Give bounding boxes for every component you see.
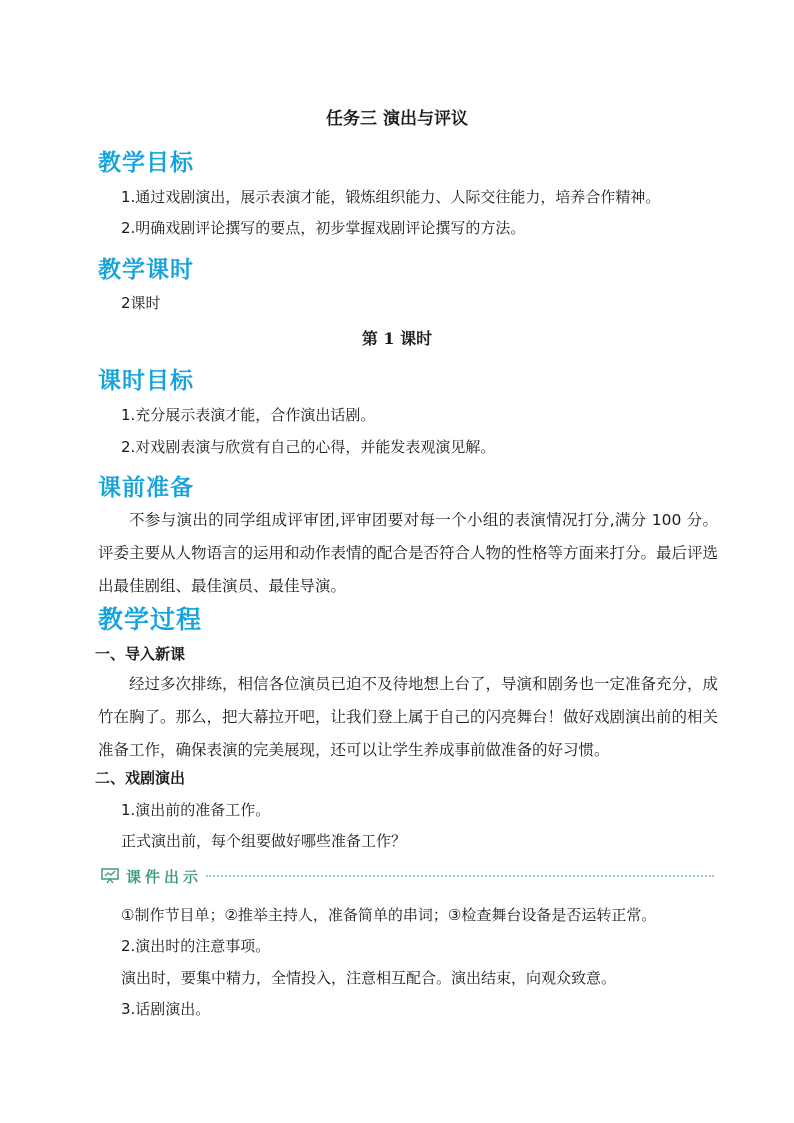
slide-content: ①制作节目单；②推举主持人，准备简单的串词；③检查舞台设备是否运转正常。 xyxy=(121,906,657,924)
banner-divider xyxy=(206,875,714,877)
drama-step-2: 2.演出时的注意事项。 xyxy=(121,937,271,955)
drama-step-3: 3.话剧演出。 xyxy=(121,1000,211,1018)
intro-heading: 一、导入新课 xyxy=(95,645,186,663)
drama-step-1: 1.演出前的准备工作。 xyxy=(121,801,271,819)
courseware-banner xyxy=(100,866,714,886)
document-title: 任务三 演出与评议 xyxy=(326,109,468,129)
presentation-screen-icon xyxy=(100,867,120,885)
teaching-hours-value: 2课时 xyxy=(121,294,161,312)
preparation-heading: 课前准备 xyxy=(98,475,194,501)
drama-step-2-text: 演出时，要集中精力，全情投入，注意相互配合。演出结束，向观众致意。 xyxy=(121,969,617,987)
preparation-paragraph: 不参与演出的同学组成评审团,评审团要对每一个小组的表演情况打分,满分 100 分。评委主要从人物语言的运用和动作表情的配合是否符合人物的性格等方面来打分。最后评选出最佳剧组、最佳演员、最佳导演。 xyxy=(98,511,719,595)
courseware-banner-label: 课件出示 xyxy=(126,867,203,886)
lesson-1-heading: 第 1 课时 xyxy=(361,329,433,348)
lesson-goal-item-2: 2.对戏剧表演与欣赏有自己的心得，并能发表观演见解。 xyxy=(121,438,496,456)
lesson-goals-heading: 课时目标 xyxy=(98,368,194,394)
drama-performance-heading: 二、戏剧演出 xyxy=(95,769,186,787)
drama-question: 正式演出前，每个组要做好哪些准备工作？ xyxy=(121,832,407,850)
lesson-goal-item-1: 1.充分展示表演才能，合作演出话剧。 xyxy=(121,406,376,424)
teaching-hours-heading: 教学课时 xyxy=(98,257,194,283)
teaching-process-heading: 教学过程 xyxy=(98,605,203,634)
teaching-goals-heading: 教学目标 xyxy=(98,150,194,176)
intro-paragraph: 经过多次排练，相信各位演员已迫不及待地想上台了，导演和剧务也一定准备充分，成竹在胸了。那么，把大幕拉开吧，让我们登上属于自己的闪亮舞台！做好戏剧演出前的相关准备工作，确保表演的完美展现，还可以让学生养成事前做准备的好习惯。 xyxy=(98,675,719,759)
goal-item-2: 2.明确戏剧评论撰写的要点，初步掌握戏剧评论撰写的方法。 xyxy=(121,219,526,237)
goal-item-1: 1.通过戏剧演出，展示表演才能，锻炼组织能力、人际交往能力，培养合作精神。 xyxy=(121,188,661,206)
